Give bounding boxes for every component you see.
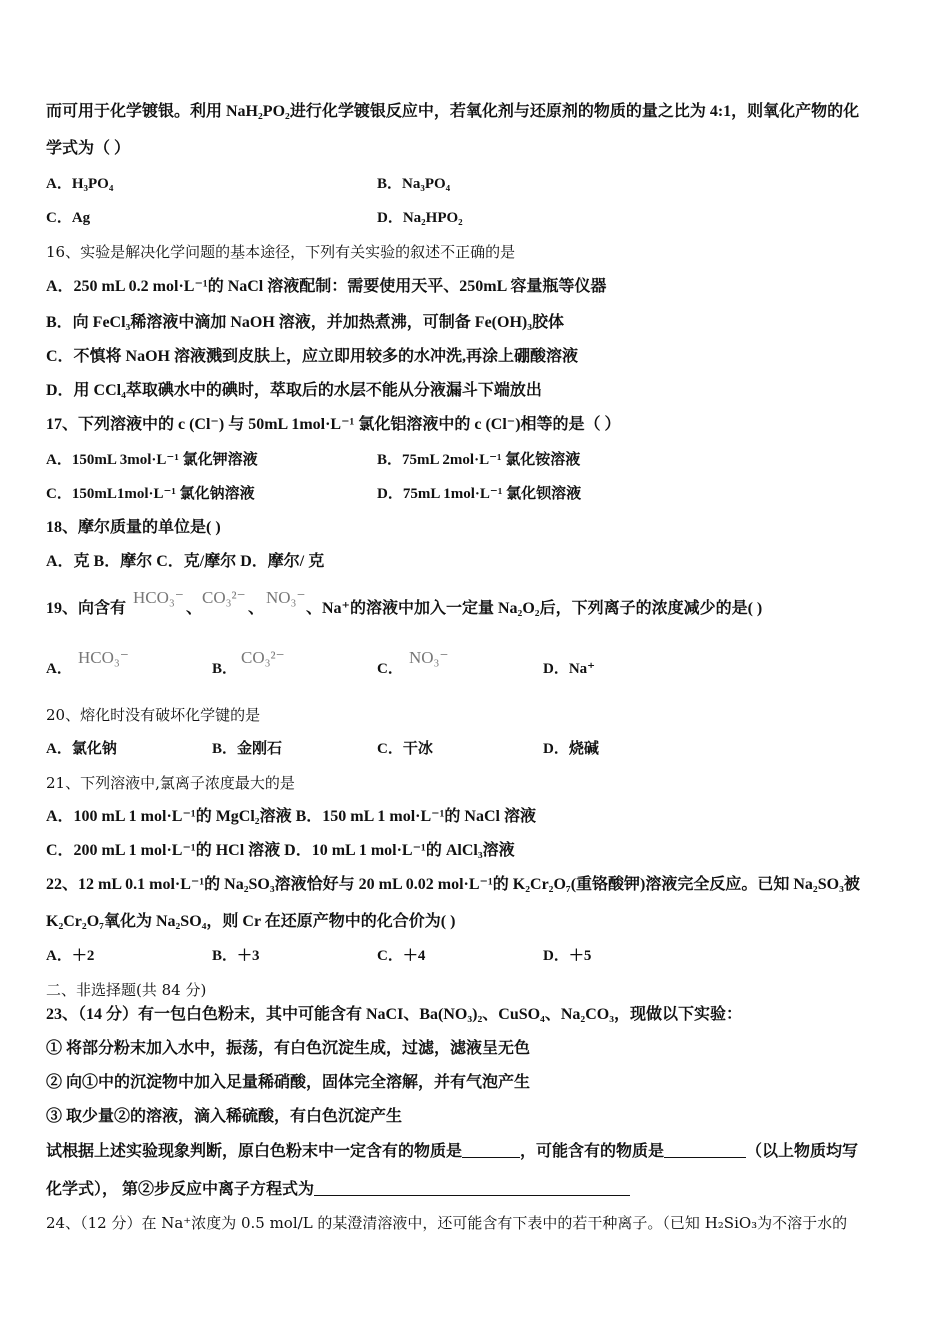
q20-option-a[interactable]: A．氯化钠 bbox=[46, 741, 117, 757]
q23-step-1: ① 将部分粉末加入水中，振荡，有白色沉淀生成，过滤，滤液呈无色 bbox=[46, 1040, 531, 1057]
q18-stem: 18、摩尔质量的单位是( ) bbox=[46, 519, 221, 536]
q23-step-3: ③ 取少量②的溶液，滴入稀硫酸，有白色沉淀产生 bbox=[46, 1108, 403, 1125]
q15-option-d[interactable]: D．Na₂HPO₂ bbox=[377, 210, 463, 226]
q15-stem-line1: 而可用于化学镀银。利用 NaH₂PO₂进行化学镀银反应中，若氧化剂与还原剂的物质的量之比为 4:1，则氧化产物的化 bbox=[46, 103, 860, 120]
q22-stem-line1: 22、12 mL 0.1 mol·L⁻¹的 Na₂SO₃溶液恰好与 20 mL 0.02 mol·L⁻¹的 K₂Cr₂O₇(重铬酸钾)溶液完全反应。已知 Na₂SO₃被 bbox=[46, 876, 860, 893]
q19-option-b-ion: CO₃²⁻ bbox=[241, 648, 285, 667]
q16-stem: 16、实验是解决化学问题的基本途径，下列有关实验的叙述不正确的是 bbox=[46, 243, 516, 261]
q23-question-line1 bbox=[46, 1142, 858, 1162]
q23-question-line2 bbox=[46, 1180, 630, 1200]
q19-option-c-ion: NO₃⁻ bbox=[409, 648, 449, 667]
q23-question-part3: （以上物质均写 bbox=[746, 1143, 859, 1160]
q23-step-2: ② 向①中的沉淀物中加入足量稀硝酸，固体完全溶解，并有气泡产生 bbox=[46, 1074, 531, 1091]
q17-stem: 17、下列溶液中的 c (Cl⁻) 与 50mL 1mol·L⁻¹ 氯化铝溶液中的 c (Cl⁻)相等的是（ ） bbox=[46, 416, 621, 433]
q19-ion-hco3: HCO₃⁻ bbox=[133, 588, 184, 607]
q20-option-d[interactable]: D．烧碱 bbox=[543, 741, 599, 757]
q20-stem: 20、熔化时没有破坏化学键的是 bbox=[46, 706, 261, 724]
q19-option-d[interactable]: D．Na⁺ bbox=[543, 661, 596, 677]
q19-sep-2: 、 bbox=[248, 600, 265, 617]
q24-stem: 24、（12 分）在 Na⁺浓度为 0.5 mol/L 的某澄清溶液中，还可能含有下表中的若干种离子。（已知 H₂SiO₃为不溶于水的 bbox=[46, 1214, 848, 1232]
q17-option-c[interactable]: C．150mL1mol·L⁻¹ 氯化钠溶液 bbox=[46, 486, 255, 502]
q22-stem-line2: K₂Cr₂O₇氧化为 Na₂SO₄，则 Cr 在还原产物中的化合价为( ) bbox=[46, 913, 456, 930]
q15-option-b[interactable]: B．Na₃PO₄ bbox=[377, 176, 451, 192]
q19-ion-co3: CO₃²⁻ bbox=[202, 588, 246, 607]
q19-option-c-letter[interactable]: C． bbox=[377, 661, 403, 677]
q23-stem: 23、（14 分）有一包白色粉末，其中可能含有 NaCI、Ba(NO₃)₂、CuSO₄、Na₂CO₃，现做以下实验： bbox=[46, 1006, 743, 1023]
q18-options[interactable]: A．克 B．摩尔 C．克/摩尔 D．摩尔/ 克 bbox=[46, 553, 325, 570]
q16-option-b[interactable]: B．向 FeCl₃稀溶液中滴加 NaOH 溶液，并加热煮沸，可制备 Fe(OH)₃胶体 bbox=[46, 314, 565, 331]
q15-option-c[interactable]: C．Ag bbox=[46, 210, 91, 226]
q16-option-a[interactable]: A．250 mL 0.2 mol·L⁻¹的 NaCl 溶液配制：需要使用天平、250mL 容量瓶等仪器 bbox=[46, 278, 607, 295]
q17-option-d[interactable]: D．75mL 1mol·L⁻¹ 氯化钡溶液 bbox=[377, 486, 582, 502]
q22-option-b[interactable]: B．＋3 bbox=[212, 948, 260, 964]
q17-option-a[interactable]: A．150mL 3mol·L⁻¹ 氯化钾溶液 bbox=[46, 452, 258, 468]
q19-stem-prefix: 19、向含有 bbox=[46, 600, 127, 617]
q19-option-a-letter[interactable]: A． bbox=[46, 661, 72, 677]
q20-option-b[interactable]: B．金刚石 bbox=[212, 741, 283, 757]
q16-option-c[interactable]: C．不慎将 NaOH 溶液溅到皮肤上，应立即用较多的水冲洗,再涂上硼酸溶液 bbox=[46, 348, 579, 365]
q17-option-b[interactable]: B．75mL 2mol·L⁻¹ 氯化铵溶液 bbox=[377, 452, 581, 468]
q23-question-part2: ，可能含有的物质是 bbox=[520, 1143, 665, 1160]
q23-answer-blank-3[interactable] bbox=[314, 1181, 630, 1196]
q19-ion-no3: NO₃⁻ bbox=[266, 588, 306, 607]
q23-answer-blank-2[interactable] bbox=[664, 1143, 746, 1158]
q23-answer-blank-1[interactable] bbox=[462, 1143, 520, 1158]
q22-option-c[interactable]: C．＋4 bbox=[377, 948, 426, 964]
q21-stem: 21、下列溶液中,氯离子浓度最大的是 bbox=[46, 774, 295, 792]
q22-option-a[interactable]: A．＋2 bbox=[46, 948, 95, 964]
q21-options-line1[interactable]: A．100 mL 1 mol·L⁻¹的 MgCl₂溶液 B．150 mL 1 mol·L⁻¹的 NaCl 溶液 bbox=[46, 808, 536, 825]
q19-stem-suffix: 、Na⁺的溶液中加入一定量 Na₂O₂后，下列离子的浓度减少的是( ) bbox=[306, 600, 763, 617]
q15-option-a[interactable]: A．H₃PO₄ bbox=[46, 176, 114, 192]
q22-option-d[interactable]: D．＋5 bbox=[543, 948, 592, 964]
q16-option-d[interactable]: D．用 CCl₄萃取碘水中的碘时，萃取后的水层不能从分液漏斗下端放出 bbox=[46, 382, 542, 399]
q19-sep-1: 、 bbox=[186, 600, 203, 617]
q23-question-part4: 化学式）， 第②步反应中离子方程式为 bbox=[46, 1181, 315, 1198]
q19-option-b-letter[interactable]: B． bbox=[212, 661, 238, 677]
section-heading: 二、非选择题(共 84 分) bbox=[46, 981, 207, 999]
q23-question-part1: 试根据上述实验现象判断，原白色粉末中一定含有的物质是 bbox=[46, 1143, 463, 1160]
q20-option-c[interactable]: C．干冰 bbox=[377, 741, 433, 757]
q21-options-line2[interactable]: C．200 mL 1 mol·L⁻¹的 HCl 溶液 D．10 mL 1 mol·L⁻¹的 AlCl₃溶液 bbox=[46, 842, 515, 859]
q15-stem-line2: 学式为（ ） bbox=[46, 140, 131, 157]
q19-option-a-ion: HCO₃⁻ bbox=[78, 648, 129, 667]
